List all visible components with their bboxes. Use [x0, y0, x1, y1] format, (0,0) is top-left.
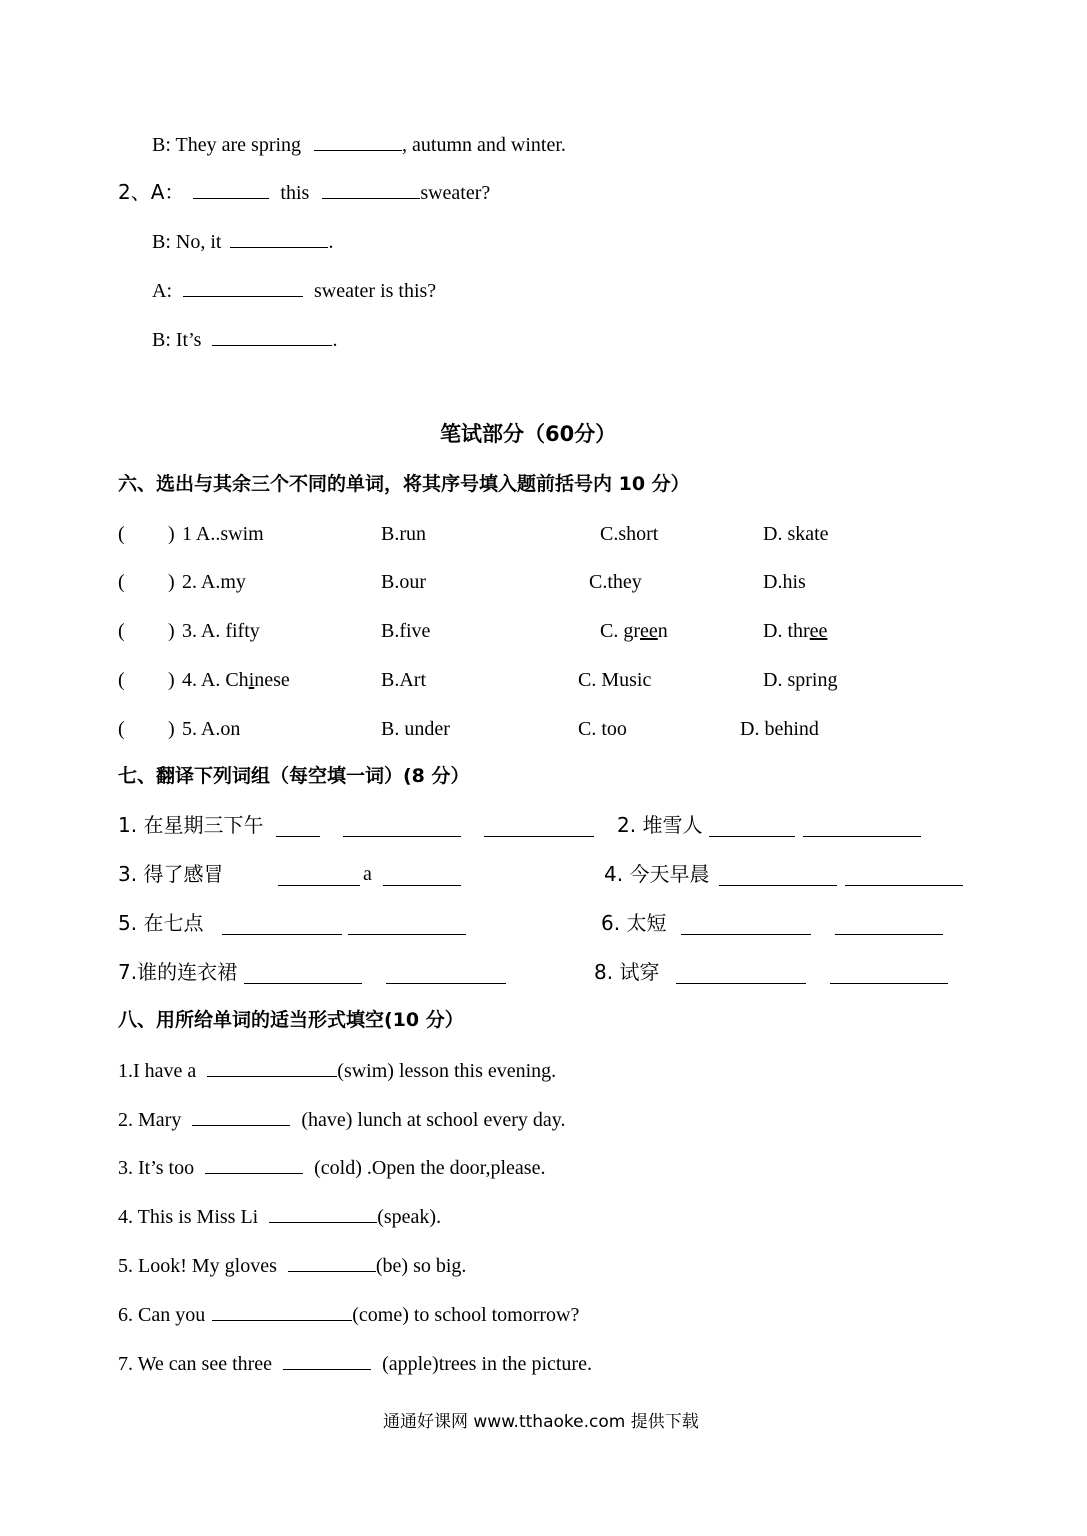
answer-paren-open: (: [118, 523, 125, 545]
option-d: D. skate: [763, 523, 829, 545]
answer-blank: [193, 180, 269, 199]
translate-item-7: 7.谁的连衣裙: [118, 960, 238, 984]
answer-blank: [681, 916, 811, 935]
answer-paren-close: ): [168, 620, 175, 642]
dialogue-line-1: [152, 132, 566, 157]
dialogue-line-5: [152, 327, 337, 352]
option-b: B. under: [381, 718, 450, 740]
fill-item-text: 6. Can you: [118, 1304, 206, 1326]
dialogue-text: sweater is this?: [314, 280, 437, 302]
answer-paren-close: ): [168, 523, 175, 545]
answer-blank: [205, 1155, 303, 1174]
answer-blank: [383, 867, 461, 886]
answer-blank: [278, 867, 360, 886]
answer-blank: [830, 965, 948, 984]
dialogue-text: .: [332, 329, 338, 351]
answer-blank: [222, 916, 342, 935]
option-d-underlined: ee: [809, 620, 828, 642]
answer-blank: [386, 965, 506, 984]
answer-blank: [288, 1253, 376, 1272]
answer-paren-open: (: [118, 571, 125, 593]
section-6-heading: 六、选出与其余三个不同的单词，将其序号填入题前括号内 10 分）: [118, 473, 690, 495]
fill-item-1: [118, 1058, 556, 1083]
fill-item-2: [118, 1107, 565, 1132]
answer-paren-close: ): [168, 571, 175, 593]
option-a-text: 4. A. Ch: [182, 669, 249, 691]
option-c: [600, 619, 668, 643]
answer-blank: [269, 1204, 377, 1223]
dialogue-text: A:: [152, 280, 172, 302]
page-footer: 通通好课网 www.tthaoke.com 提供下载: [383, 1412, 699, 1432]
option-d: [763, 619, 827, 643]
option-d: D. behind: [740, 718, 819, 740]
fill-item-text: 1.I have a: [118, 1060, 197, 1082]
option-c: C. Music: [578, 669, 652, 691]
translate-item-3: 3. 得了感冒: [118, 862, 224, 886]
option-c-text: C. gr: [600, 620, 640, 642]
answer-blank: [719, 867, 837, 886]
dialogue-text: B: They are spring: [152, 134, 302, 156]
answer-blank: [244, 965, 362, 984]
answer-blank: [484, 818, 594, 837]
answer-blank: [230, 229, 328, 248]
option-c: C.they: [589, 571, 642, 593]
option-c: C.short: [600, 523, 659, 545]
fill-item-text: (have) lunch at school every day.: [301, 1109, 566, 1131]
fill-item-text: (come) to school tomorrow?: [352, 1304, 580, 1326]
option-a: 2. A.my: [182, 571, 246, 593]
answer-blank: [192, 1107, 290, 1126]
answer-blank: [803, 818, 921, 837]
option-a: 1 A..swim: [182, 523, 264, 545]
answer-blank: [343, 818, 461, 837]
fill-item-text: 7. We can see three: [118, 1353, 273, 1375]
fill-item-text: (apple)trees in the picture.: [382, 1353, 592, 1375]
section-8-heading: 八、用所给单词的适当形式填空(10 分）: [118, 1009, 464, 1031]
section-7-heading: 七、翻译下列词组（每空填一词）(8 分）: [118, 765, 470, 787]
answer-blank: [183, 278, 303, 297]
dialogue-line-4: [152, 278, 436, 303]
option-a-text: nese: [254, 669, 290, 691]
dialogue-text: this: [280, 182, 310, 204]
option-b: B.Art: [381, 669, 426, 691]
dialogue-line-2: [118, 180, 490, 205]
fill-item-text: (cold) .Open the door,please.: [314, 1157, 546, 1179]
option-a: 5. A.on: [182, 718, 241, 740]
fill-item-text: 2. Mary: [118, 1109, 182, 1131]
answer-blank: [283, 1351, 371, 1370]
answer-blank: [845, 867, 963, 886]
option-c: C. too: [578, 718, 627, 740]
fill-item-text: (speak).: [377, 1206, 442, 1228]
dialogue-text: , autumn and winter.: [402, 134, 566, 156]
dialogue-line-3: [152, 229, 333, 254]
answer-paren-close: ): [168, 718, 175, 740]
answer-blank: [212, 1302, 352, 1321]
option-c-text: n: [657, 620, 668, 642]
answer-blank: [709, 818, 795, 837]
translate-item-1: 1. 在星期三下午: [118, 813, 264, 837]
fill-item-5: [118, 1253, 466, 1278]
option-d: D.his: [763, 571, 806, 593]
translate-item-2: 2. 堆雪人: [617, 813, 703, 837]
answer-blank: [322, 180, 420, 199]
translate-item-4: 4. 今天早晨: [604, 862, 710, 886]
fill-item-4: [118, 1204, 441, 1229]
answer-blank: [676, 965, 806, 984]
answer-paren-close: ): [168, 669, 175, 691]
answer-paren-open: (: [118, 620, 125, 642]
translate-item-6: 6. 太短: [601, 911, 667, 935]
answer-paren-open: (: [118, 718, 125, 740]
option-a: 3. A. fifty: [182, 620, 260, 642]
answer-blank: [207, 1058, 337, 1077]
option-b: B.five: [381, 620, 431, 642]
answer-blank: [835, 916, 943, 935]
translate-item-5: 5. 在七点: [118, 911, 204, 935]
answer-blank: [314, 132, 402, 151]
question-number: 2、A：: [118, 180, 185, 204]
answer-blank: [348, 916, 466, 935]
written-part-title: 笔试部分（60分）: [440, 422, 617, 446]
answer-paren-open: (: [118, 669, 125, 691]
article-a: a: [363, 863, 372, 885]
fill-item-text: (swim) lesson this evening.: [337, 1060, 557, 1082]
answer-blank: [212, 327, 332, 346]
fill-item-7: [118, 1351, 592, 1376]
option-d: D. spring: [763, 669, 838, 691]
dialogue-text: B: It’s: [152, 329, 202, 351]
option-d-text: D. thr: [763, 620, 810, 642]
option-b: B.our: [381, 571, 426, 593]
dialogue-text: B: No, it: [152, 231, 222, 253]
fill-item-text: (be) so big.: [375, 1255, 467, 1277]
fill-item-3: [118, 1155, 545, 1180]
fill-item-text: 4. This is Miss Li: [118, 1206, 259, 1228]
option-a-underlined: i: [248, 669, 255, 691]
translate-item-8: 8. 试穿: [594, 960, 660, 984]
dialogue-text: .: [328, 231, 334, 253]
option-a: [182, 668, 290, 692]
option-c-underlined: ee: [640, 620, 658, 642]
dialogue-text: sweater?: [420, 182, 491, 204]
fill-item-text: 5. Look! My gloves: [118, 1255, 277, 1277]
fill-item-text: 3. It’s too: [118, 1157, 195, 1179]
option-b: B.run: [381, 523, 426, 545]
fill-item-6: [118, 1302, 579, 1327]
answer-blank: [276, 818, 320, 837]
